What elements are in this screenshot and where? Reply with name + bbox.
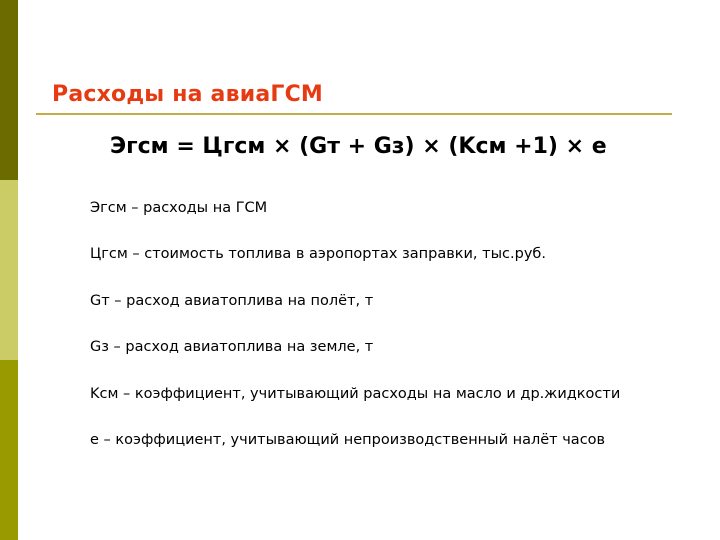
definition-tsgsm: Цгсм – стоимость топлива в аэропортах заправки, тыс.руб. [90, 246, 546, 262]
definition-gz: Gз – расход авиатоплива на земле, т [90, 339, 374, 355]
definition-e: е – коэффициент, учитывающий непроизводственный налёт часов [90, 432, 606, 448]
definition-gt: Gт – расход авиатоплива на полёт, т [90, 293, 374, 309]
decorative-sidebar [0, 0, 18, 540]
definition-egsm: Эгсм – расходы на ГСМ [90, 200, 268, 216]
formula: Эгсм = Цгсм × (Gт + Gз) × (Kсм +1) × е [110, 134, 607, 159]
sidebar-segment-top [0, 0, 18, 180]
sidebar-segment-bottom [0, 360, 18, 540]
slide-title: Расходы на авиаГСМ [52, 82, 324, 107]
definition-ksm: Kсм – коэффициент, учитывающий расходы на масло и др.жидкости [90, 386, 621, 402]
title-divider [36, 113, 672, 115]
sidebar-segment-middle [0, 180, 18, 360]
